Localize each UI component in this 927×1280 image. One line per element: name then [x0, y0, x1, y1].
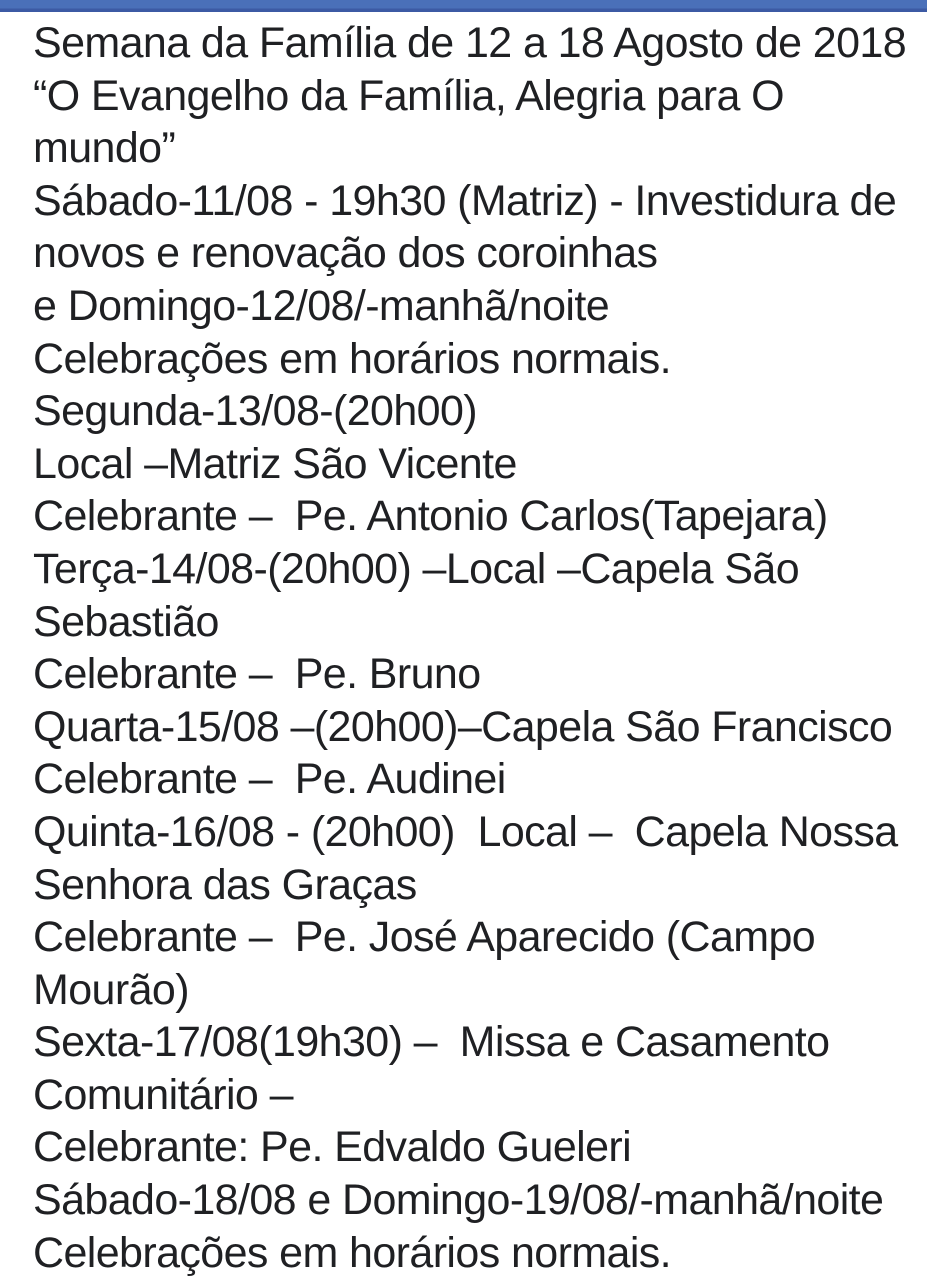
text-line: Senhora das Graças: [33, 860, 417, 909]
text-line: Quinta-16/08 - (20h00) Local – Capela Nossa: [33, 807, 898, 856]
text-line: Mourão): [33, 965, 189, 1014]
text-line: novos e renovação dos coroinhas: [33, 229, 658, 278]
text-line: Comunitário –: [33, 1070, 293, 1119]
text-line: Celebrante – Pe. Bruno: [33, 650, 481, 699]
text-line: Celebrante – Pe. Audinei: [33, 755, 506, 804]
text-line: Celebrações em horários normais.: [33, 334, 672, 383]
text-line: Segunda-13/08-(20h00): [33, 387, 478, 436]
text-line: Celebrante: Pe. Edvaldo Gueleri: [33, 1123, 632, 1172]
top-bar: [0, 0, 927, 12]
text-line: Quarta-15/08 –(20h00)–Capela São Francisco: [33, 702, 893, 751]
theme-line: mundo”: [33, 124, 176, 173]
text-line: Sexta-17/08(19h30) – Missa e Casamento: [33, 1018, 830, 1067]
text-line: Terça-14/08-(20h00) –Local –Capela São: [33, 544, 800, 593]
text-line: Local –Matriz São Vicente: [33, 439, 517, 488]
text-line: e Domingo-12/08/-manhã/noite: [33, 281, 610, 330]
announcement-text: [0, 12, 927, 1279]
text-line: Celebrante – Pe. Antonio Carlos(Tapejara): [33, 492, 828, 541]
text-line: Sábado-11/08 - 19h30 (Matriz) - Investidura de: [33, 176, 897, 225]
text-line: Celebrações em horários normais.: [33, 1228, 672, 1277]
text-line: Sábado-18/08 e Domingo-19/08/-manhã/noite: [33, 1176, 884, 1225]
title-line: Semana da Família de 12 a 18 Agosto de 2018: [33, 19, 907, 67]
text-line: Sebastião: [33, 597, 219, 646]
text-line: Celebrante – Pe. José Aparecido (Campo: [33, 913, 816, 962]
theme-line: “O Evangelho da Família, Alegria para O: [33, 71, 784, 120]
